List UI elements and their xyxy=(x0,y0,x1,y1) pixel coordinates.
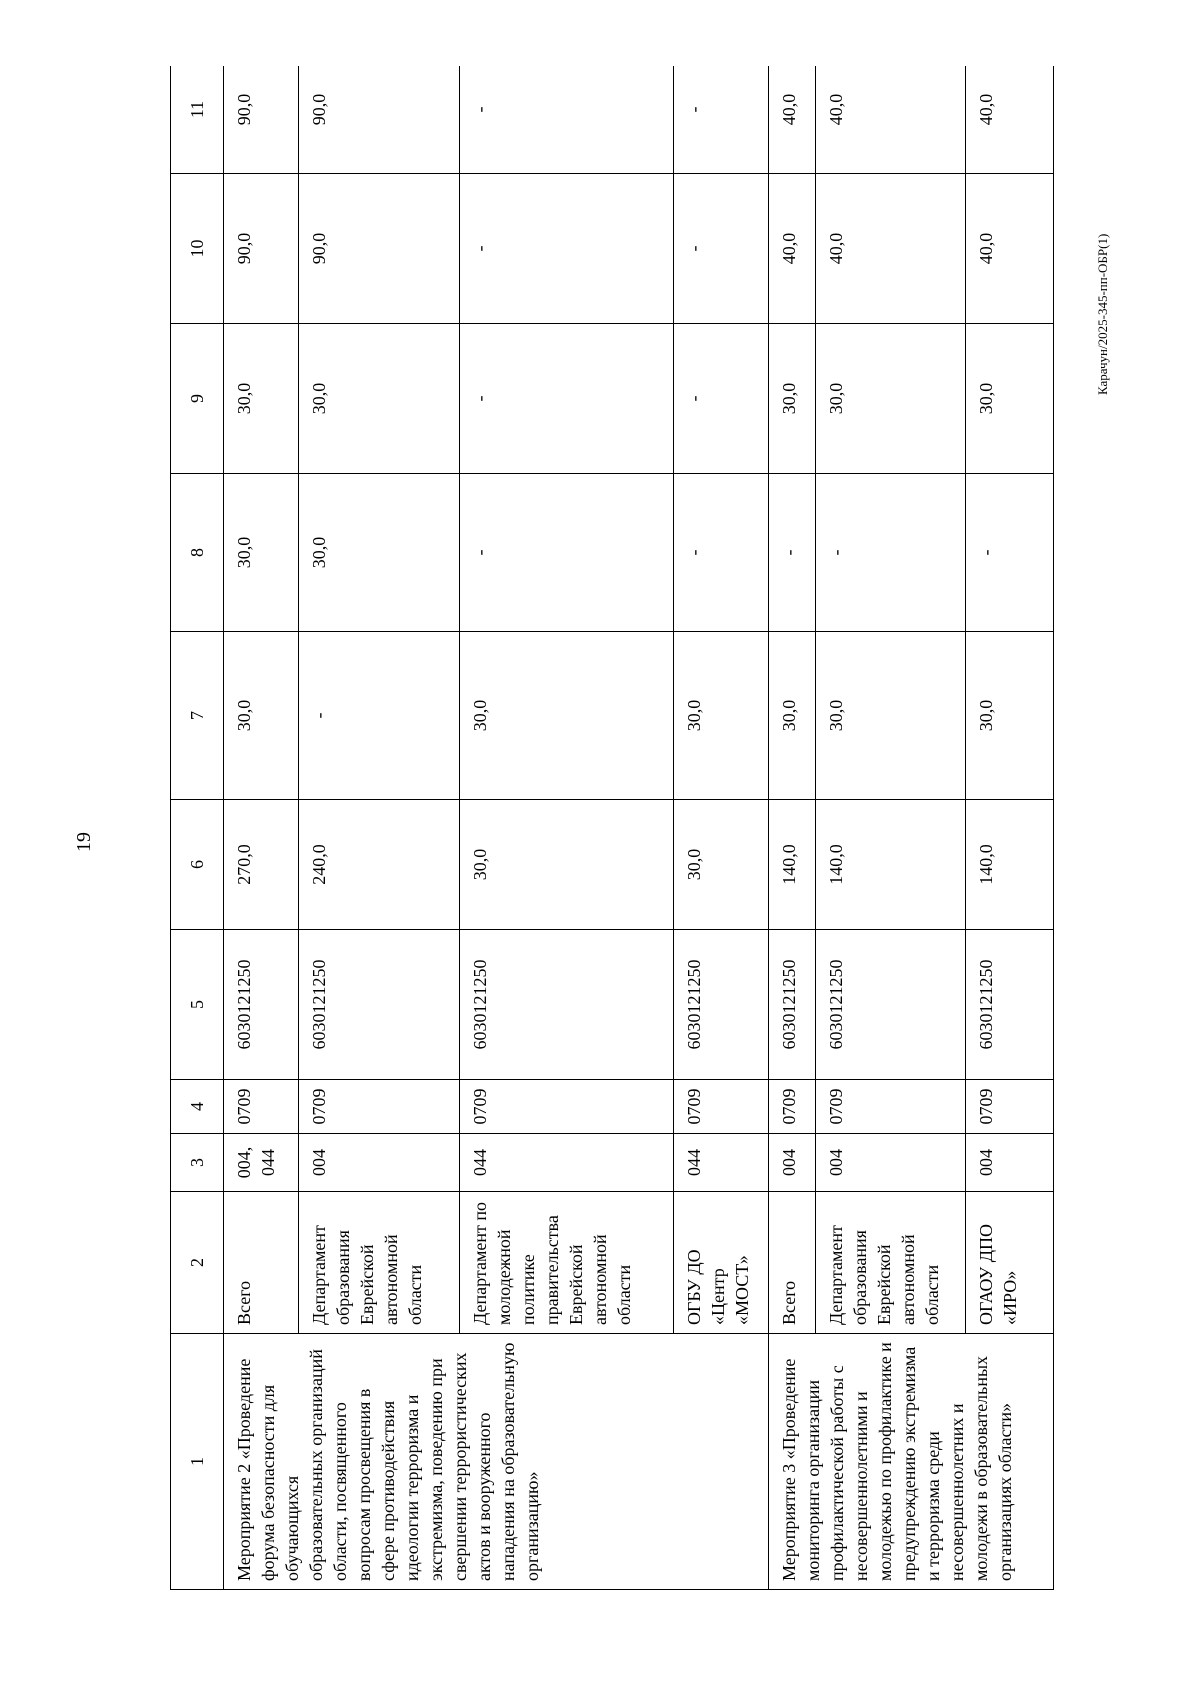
grbs-cell: 004 xyxy=(298,1134,459,1192)
col-header-3: 3 xyxy=(171,1134,224,1192)
year-cell: - xyxy=(673,174,768,324)
year-cell: 40,0 xyxy=(816,66,966,174)
col-header-5: 5 xyxy=(171,930,224,1080)
year-cell: - xyxy=(816,474,966,632)
page-number: 19 xyxy=(73,832,95,852)
year-cell: - xyxy=(459,66,673,174)
year-cell: 90,0 xyxy=(224,66,299,174)
grbs-cell: 004 xyxy=(769,1134,816,1192)
year-cell: 30,0 xyxy=(769,632,816,800)
rotated-table-container xyxy=(170,66,1054,1590)
csr-cell: 6030121250 xyxy=(769,930,816,1080)
total-cell: 30,0 xyxy=(459,800,673,930)
csr-cell: 6030121250 xyxy=(459,930,673,1080)
measure3-title: Мероприятие 3 «Проведение мониторинга организации профилактической работы с несовершеннолетними и молодежью по профилактике и предупреждению экстремизма и терроризма среди несовершеннолетних и молодежи в образовательных организациях области» xyxy=(769,1334,1054,1590)
footer-code: Карачун/2025-345-пп-ОБР(1) xyxy=(1095,233,1110,395)
year-cell: 90,0 xyxy=(224,174,299,324)
year-cell: 40,0 xyxy=(769,66,816,174)
year-cell: 90,0 xyxy=(298,66,459,174)
year-cell: 30,0 xyxy=(816,632,966,800)
total-cell: 270,0 xyxy=(224,800,299,930)
col-header-1: 1 xyxy=(171,1334,224,1590)
grbs-cell: 004, 044 xyxy=(224,1134,299,1192)
year-cell: - xyxy=(459,324,673,474)
year-cell: - xyxy=(769,474,816,632)
col-header-2: 2 xyxy=(171,1192,224,1334)
year-cell: 30,0 xyxy=(673,632,768,800)
col-header-10: 10 xyxy=(171,174,224,324)
year-cell: - xyxy=(673,324,768,474)
year-cell: 30,0 xyxy=(816,324,966,474)
grbs-cell: 004 xyxy=(966,1134,1054,1192)
executor-cell: ОГАОУ ДПО «ИРО» xyxy=(966,1192,1054,1334)
rz-cell: 0709 xyxy=(459,1080,673,1134)
executor-cell: Всего xyxy=(224,1192,299,1334)
grbs-cell: 004 xyxy=(816,1134,966,1192)
year-cell: 40,0 xyxy=(966,174,1054,324)
year-cell: - xyxy=(673,474,768,632)
col-header-11: 11 xyxy=(171,66,224,174)
executor-cell: Департамент образования Еврейской автономной области xyxy=(816,1192,966,1334)
rz-cell: 0709 xyxy=(298,1080,459,1134)
year-cell: 30,0 xyxy=(298,474,459,632)
csr-cell: 6030121250 xyxy=(224,930,299,1080)
year-cell: - xyxy=(673,66,768,174)
year-cell: 40,0 xyxy=(966,66,1054,174)
total-cell: 140,0 xyxy=(816,800,966,930)
year-cell: 30,0 xyxy=(769,324,816,474)
measure2-title: Мероприятие 2 «Проведение форума безопасности для обучающихся образовательных организаций области, посвященного вопросам просвещения в сфере противодействия идеологии терроризма и экстремизма, поведению при свершении террористических актов и вооруженного нападения на образовательную организацию» xyxy=(224,1334,769,1590)
rz-cell: 0709 xyxy=(966,1080,1054,1134)
header-row xyxy=(171,66,224,1590)
table-viewport xyxy=(170,66,1054,1590)
year-cell: 90,0 xyxy=(298,174,459,324)
total-cell: 30,0 xyxy=(673,800,768,930)
csr-cell: 6030121250 xyxy=(816,930,966,1080)
year-cell: - xyxy=(459,174,673,324)
csr-cell: 6030121250 xyxy=(673,930,768,1080)
grbs-cell: 044 xyxy=(673,1134,768,1192)
col-header-8: 8 xyxy=(171,474,224,632)
year-cell: 30,0 xyxy=(224,324,299,474)
executor-cell: Всего xyxy=(769,1192,816,1334)
grbs-cell: 044 xyxy=(459,1134,673,1192)
year-cell: - xyxy=(459,474,673,632)
executor-cell: Департамент образования Еврейской автономной области xyxy=(298,1192,459,1334)
table-row xyxy=(769,66,816,1590)
year-cell: 30,0 xyxy=(966,632,1054,800)
year-cell: 30,0 xyxy=(459,632,673,800)
rz-cell: 0709 xyxy=(673,1080,768,1134)
executor-cell: ОГБУ ДО «Центр «МОСТ» xyxy=(673,1192,768,1334)
year-cell: 30,0 xyxy=(224,632,299,800)
col-header-4: 4 xyxy=(171,1080,224,1134)
rz-cell: 0709 xyxy=(224,1080,299,1134)
year-cell: 30,0 xyxy=(298,324,459,474)
year-cell: 30,0 xyxy=(224,474,299,632)
table-row xyxy=(224,66,299,1590)
footer-wrap xyxy=(1095,105,1113,395)
rz-cell: 0709 xyxy=(769,1080,816,1134)
year-cell: 30,0 xyxy=(966,324,1054,474)
col-header-6: 6 xyxy=(171,800,224,930)
col-header-9: 9 xyxy=(171,324,224,474)
csr-cell: 6030121250 xyxy=(298,930,459,1080)
year-cell: 40,0 xyxy=(769,174,816,324)
total-cell: 140,0 xyxy=(966,800,1054,930)
rz-cell: 0709 xyxy=(816,1080,966,1134)
year-cell: - xyxy=(966,474,1054,632)
col-header-7: 7 xyxy=(171,632,224,800)
csr-cell: 6030121250 xyxy=(966,930,1054,1080)
budget-table xyxy=(170,66,1054,1590)
year-cell: - xyxy=(298,632,459,800)
year-cell: 40,0 xyxy=(816,174,966,324)
executor-cell: Департамент по молодежной политике правительства Еврейской автономной области xyxy=(459,1192,673,1334)
total-cell: 140,0 xyxy=(769,800,816,930)
total-cell: 240,0 xyxy=(298,800,459,930)
